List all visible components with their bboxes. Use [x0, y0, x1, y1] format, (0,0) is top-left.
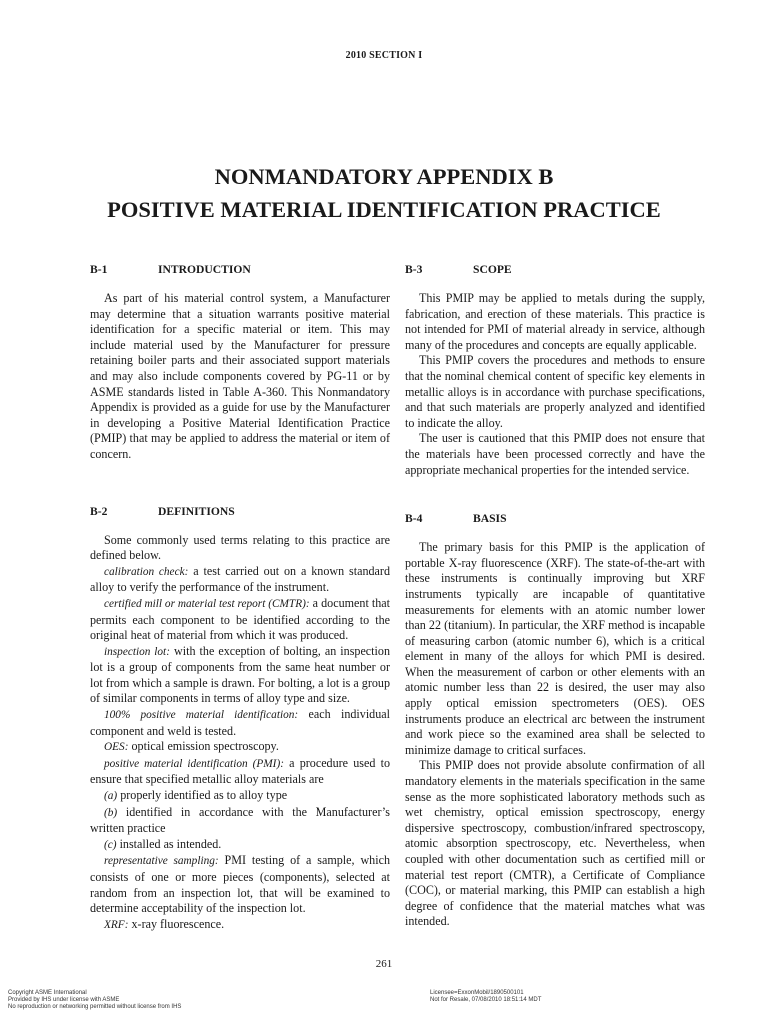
definition	[90, 596, 390, 644]
paragraph: This PMIP covers the procedures and methods to ensure that the nominal chemical content of specific key elements in metallic alloys is in accordance with purchase specifications, and that such materials are properly analyzed and identified to indicate the alloy.	[405, 353, 705, 430]
definition-text: a document that permits each component to be identified according to the original heat of material from which it was produced.	[90, 595, 390, 643]
definition-text: each individual component and weld is tested.	[90, 707, 390, 738]
definition	[90, 707, 390, 739]
section-number: B-3	[405, 263, 423, 276]
list-item	[90, 805, 390, 837]
section-heading-b2	[90, 504, 390, 520]
paragraph: The user is cautioned that this PMIP does not ensure that the materials have been processed correctly and have the appropriate mechanical properties for the intended service.	[405, 431, 705, 477]
definition-text: PMI testing of a sample, which consists of one or more pieces (components), selected at random from an inspection lot, that will be examined to determine acceptability of the inspection lot.	[90, 853, 390, 916]
footer-line: Not for Resale, 07/08/2010 18:51:14 MDT	[430, 997, 542, 1004]
item-text: properly identified as to alloy type	[117, 788, 288, 803]
definition-text: with the exception of bolting, an inspection lot is a group of components from the same heat number or lot from which a sample is drawn. For bolting, a lot is a group of similar components in terms of alloy type and size.	[90, 643, 390, 706]
definition-term: certified mill or material test report (CMTR):	[104, 597, 310, 610]
paragraph: As part of his material control system, a Manufacturer may determine that a situation warrants positive material identification for a specific material or item. This may include material used by the Manufacturer for pressure retaining boiler parts and their associated support materials and may also include components covered by PG-11 or by ASME standards listed in Table A-360. This Nonmandatory Appendix is provided as a guide for use by the Manufacturer in developing a Positive Material Identification Practice (PMIP) that may be applied to address the material or item of concern.	[90, 291, 390, 461]
footer-right	[430, 990, 541, 1004]
section-title: BASIS	[473, 512, 507, 526]
definition	[90, 739, 390, 756]
item-text: installed as intended.	[116, 836, 222, 851]
page-title	[0, 160, 768, 226]
definition-term: OES:	[104, 741, 129, 754]
item-label: (a)	[104, 790, 118, 803]
paragraph: The primary basis for this PMIP is the application of portable X-ray fluorescence (XRF). The state-of-the-art with these instruments is continually improving but XRF instruments typically are incapable of quantitative measurements for elements with an atomic number lower than 22 (titanium). In particular, the XRF method is incapable of measuring carbon (atomic number 6), which is a critical element in many of the alloys for which PMI is desired. When the measurement of carbon or other elements with an atomic number less than 22 is desired, the user may also apply optical emission spectrometers (OES). OES instruments produce an electrical arc between the instrument and work piece so the examined area shall be selected to minimize damage to critical surfaces.	[405, 540, 705, 757]
definition-term: representative sampling:	[104, 855, 219, 868]
definition-term: XRF:	[104, 918, 129, 931]
definition	[90, 756, 390, 788]
definition	[90, 917, 390, 934]
section-number: B-1	[90, 263, 108, 276]
definition-text: a test carried out on a known standard alloy to verify the performance of the instrument.	[90, 563, 390, 595]
definition-text: x-ray fluorescence.	[128, 916, 225, 931]
item-label: (c)	[104, 838, 117, 851]
definition-text: optical emission spectroscopy.	[128, 739, 279, 754]
definition-term: inspection lot:	[104, 645, 170, 658]
definition	[90, 644, 390, 707]
section-title: INTRODUCTION	[158, 263, 251, 276]
paragraph: This PMIP does not provide absolute confirmation of all mandatory elements in the materials specification in the same sense as the more sophisticated laboratory methods such as wet chemistry, optical emission spectroscopy, energy dispersive spectroscopy, combustion/infrared spectroscopy, atomic absorption spectroscopy, etc. Nevertheless, when coupled with other documentation such as certified mill or material test report (CMTR), a Certificate of Compliance (COC), or material marking, this PMIP can establish a high degree of confidence that the material matches what was intended.	[405, 758, 705, 929]
running-header: 2010 SECTION I	[345, 50, 423, 61]
title-line-1: NONMANDATORY APPENDIX B	[214, 164, 554, 189]
footer-left	[8, 990, 181, 1012]
paragraph: Some commonly used terms relating to this practice are defined below.	[90, 532, 390, 563]
title-line-2: POSITIVE MATERIAL IDENTIFICATION PRACTICE	[107, 197, 661, 222]
section-number: B-4	[405, 512, 423, 526]
section-title: DEFINITIONS	[158, 504, 235, 518]
section-number: B-2	[90, 504, 108, 518]
list-item	[90, 837, 390, 854]
footer-line: No reproduction or networking permitted without license from IHS	[8, 1004, 182, 1011]
page-number: 261	[375, 958, 393, 970]
item-label: (b)	[104, 806, 118, 819]
definition-term: 100% positive material identification:	[104, 709, 299, 722]
section-heading-b4	[405, 511, 705, 527]
section-title: SCOPE	[473, 263, 512, 276]
section-heading-b1	[90, 262, 390, 278]
footer-line: Licensee=ExxonMobil/1890500101	[430, 990, 524, 996]
definition	[90, 564, 390, 596]
left-column	[90, 262, 390, 933]
section-heading-b3	[405, 262, 705, 278]
footer-line: Provided by IHS under license with ASME	[8, 997, 120, 1004]
list-item	[90, 788, 390, 805]
right-column	[405, 262, 705, 930]
item-text: identified in accordance with the Manufacturer’s written practice	[90, 804, 390, 836]
definition	[90, 853, 390, 916]
definition-term: positive material identification (PMI):	[104, 757, 284, 770]
paragraph: This PMIP may be applied to metals during the supply, fabrication, and erection of these materials. This practice is not intended for PMI of material already in service, although many of the procedures and concepts are equally applicable.	[405, 291, 705, 352]
footer-line: Copyright ASME International	[8, 990, 87, 996]
definition-term: calibration check:	[104, 565, 189, 578]
definition-text: a procedure used to ensure that specified metallic alloy materials are	[90, 755, 390, 787]
